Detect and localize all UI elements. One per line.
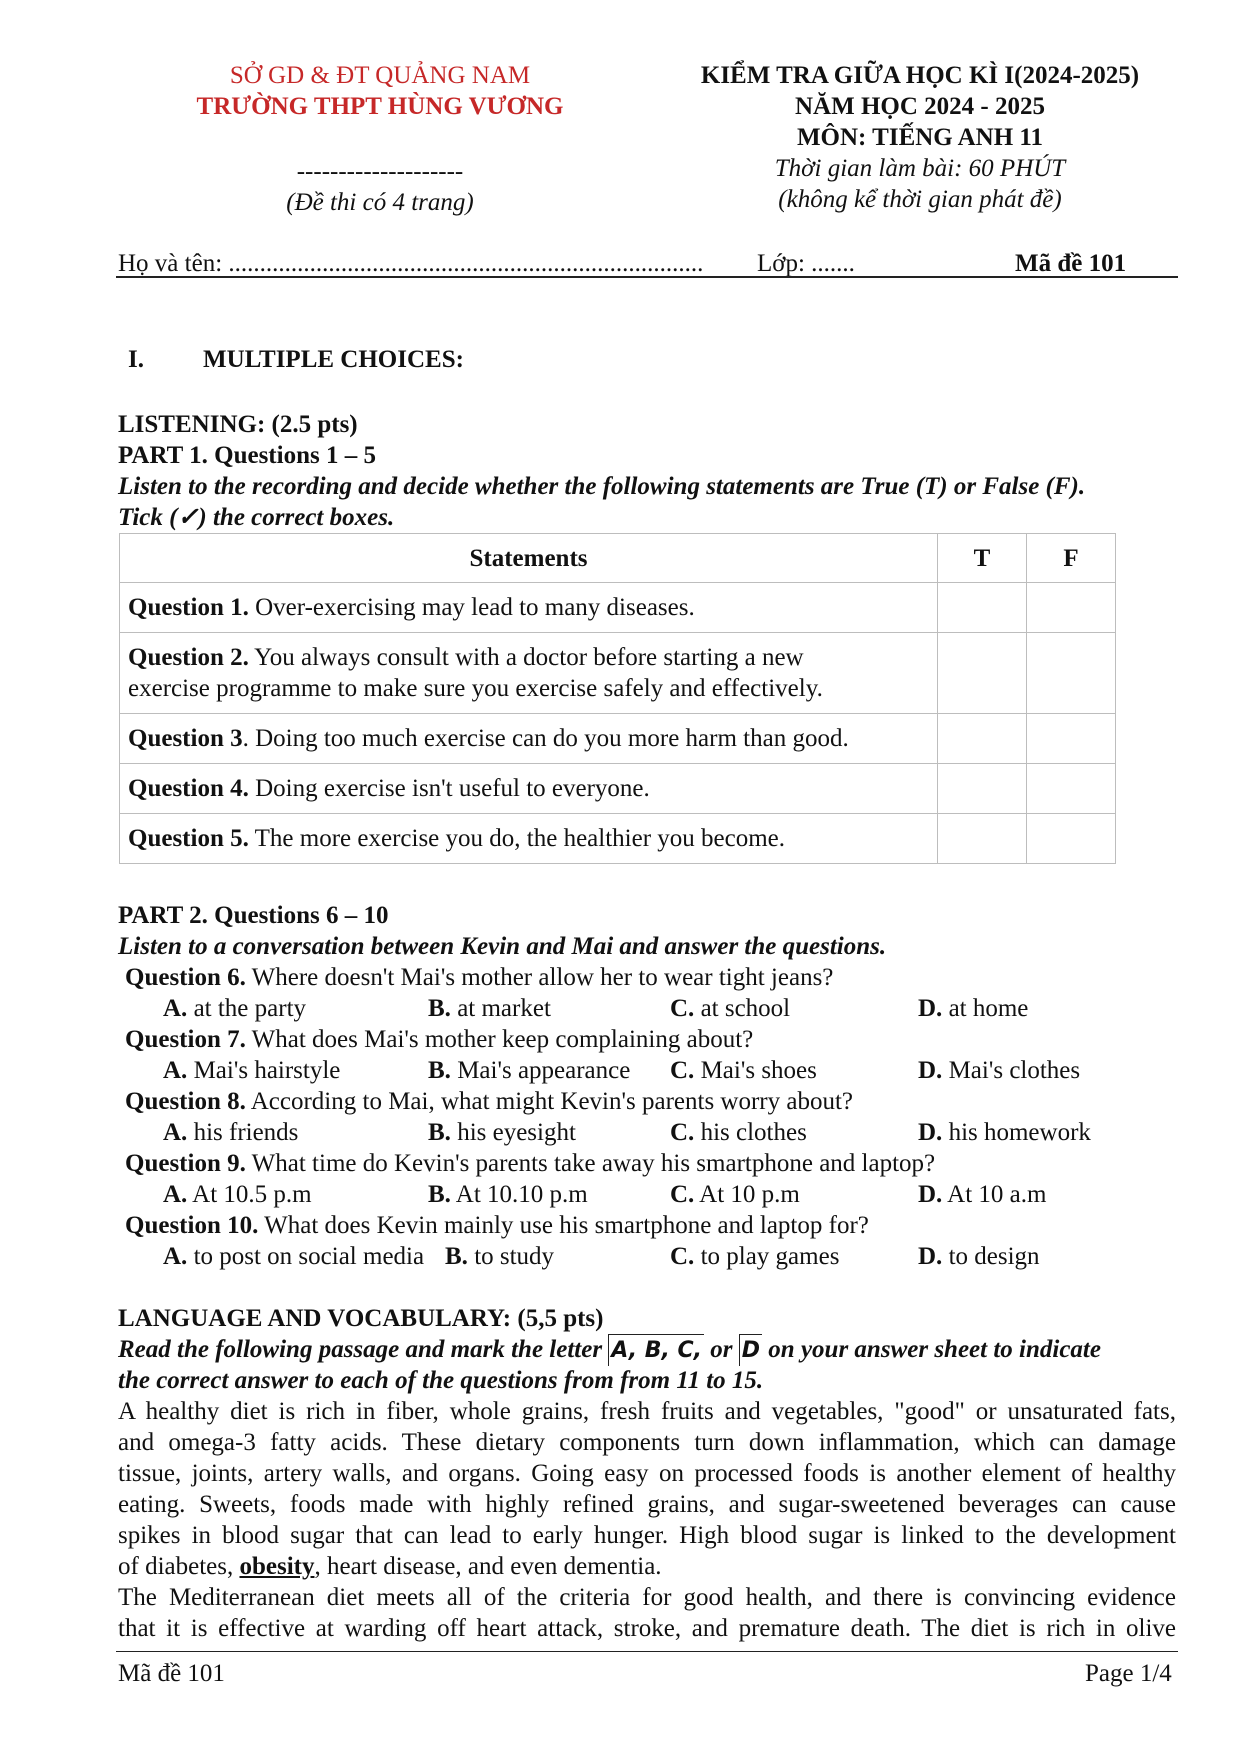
language-title: LANGUAGE AND VOCABULARY: (5,5 pts) bbox=[118, 1305, 604, 1332]
q7-option-c[interactable]: C. Mai's shoes bbox=[670, 1057, 817, 1084]
exam-code: Mã đề 101 bbox=[1015, 250, 1127, 277]
question-9: Question 9. What time do Kevin's parents take away his smartphone and laptop? bbox=[125, 1150, 936, 1177]
table-row bbox=[120, 583, 1116, 633]
underlined-word: obesity bbox=[239, 1553, 315, 1580]
true-checkbox-5[interactable] bbox=[938, 814, 1027, 864]
subject: MÔN: TIẾNG ANH 11 bbox=[796, 124, 1044, 151]
q6-option-c[interactable]: C. at school bbox=[670, 995, 791, 1022]
q10-option-c[interactable]: C. to play games bbox=[670, 1243, 840, 1270]
table-row bbox=[120, 633, 1116, 714]
question-text: Doing exercise isn't useful to everyone. bbox=[248, 775, 650, 802]
false-checkbox-1[interactable] bbox=[1027, 583, 1116, 633]
q10-option-a[interactable]: A. to post on social media bbox=[163, 1243, 425, 1270]
true-checkbox-4[interactable] bbox=[938, 764, 1027, 814]
col-statements: Statements bbox=[120, 534, 938, 583]
passage-line: spikes in blood sugar that can lead to early hunger. High blood sugar is linked to the development bbox=[118, 1522, 1176, 1549]
question-6: Question 6. Where doesn't Mai's mother allow her to wear tight jeans? bbox=[125, 964, 834, 991]
true-checkbox-1[interactable] bbox=[938, 583, 1027, 633]
q7-option-a[interactable]: A. Mai's hairstyle bbox=[163, 1057, 341, 1084]
passage-line: and omega-3 fatty acids. These dietary components turn down inflammation, which can damage bbox=[118, 1429, 1176, 1456]
page-count-note: (Đề thi có 4 trang) bbox=[286, 189, 474, 216]
statements-table bbox=[119, 533, 1116, 864]
school-year: NĂM HỌC 2024 - 2025 bbox=[795, 93, 1045, 120]
part1-instruction: Listen to the recording and decide whether the following statements are True (T) or False (F). bbox=[118, 473, 1086, 500]
part2-title: PART 2. Questions 6 – 10 bbox=[118, 902, 389, 929]
question-label: Question 1. bbox=[128, 594, 249, 621]
passage-line: tissue, joints, artery walls, and organs. Going easy on processed foods is another element of healthy bbox=[118, 1460, 1176, 1487]
table-row bbox=[120, 764, 1116, 814]
col-true: T bbox=[938, 534, 1027, 583]
footer-rule bbox=[116, 1651, 1178, 1652]
question-label: Question 3 bbox=[128, 725, 243, 752]
duration-note: (không kể thời gian phát đề) bbox=[778, 186, 1062, 213]
q7-option-b[interactable]: B. Mai's appearance bbox=[428, 1057, 631, 1084]
school-name: TRƯỜNG THPT HÙNG VƯƠNG bbox=[196, 93, 564, 120]
q9-option-a[interactable]: A. At 10.5 p.m bbox=[163, 1181, 312, 1208]
q7-option-d[interactable]: D. Mai's clothes bbox=[918, 1057, 1081, 1084]
passage-line: that it is effective at warding off heart attack, stroke, and premature death. The diet is rich in olive bbox=[118, 1615, 1176, 1642]
part2-instruction: Listen to a conversation between Kevin and Mai and answer the questions. bbox=[118, 933, 887, 960]
passage-line: A healthy diet is rich in fiber, whole grains, fresh fruits and vegetables, "good" or unsaturated fats, bbox=[118, 1398, 1176, 1425]
q8-option-a[interactable]: A. his friends bbox=[163, 1119, 299, 1146]
class-line: Lớp: ....... bbox=[757, 250, 855, 277]
col-false: F bbox=[1027, 534, 1116, 583]
q6-option-d[interactable]: D. at home bbox=[918, 995, 1029, 1022]
section-title: MULTIPLE CHOICES: bbox=[203, 346, 464, 373]
reading-instruction-2: the correct answer to each of the questions from from 11 to 15. bbox=[118, 1367, 764, 1394]
listening-title: LISTENING: (2.5 pts) bbox=[118, 411, 358, 438]
footer-page-number: Page 1/4 bbox=[1085, 1660, 1172, 1687]
false-checkbox-2[interactable] bbox=[1027, 633, 1116, 714]
q6-option-b[interactable]: B. at market bbox=[428, 995, 551, 1022]
duration: Thời gian làm bài: 60 PHÚT bbox=[774, 155, 1066, 182]
question-label: Question 5. bbox=[128, 825, 249, 852]
passage-line: The Mediterranean diet meets all of the criteria for good health, and there is convincing evidence bbox=[118, 1584, 1176, 1611]
q6-option-a[interactable]: A. at the party bbox=[163, 995, 307, 1022]
q8-option-b[interactable]: B. his eyesight bbox=[428, 1119, 576, 1146]
false-checkbox-4[interactable] bbox=[1027, 764, 1116, 814]
section-number: I. bbox=[128, 346, 144, 373]
false-checkbox-3[interactable] bbox=[1027, 714, 1116, 764]
exam-title: KIỂM TRA GIỮA HỌC KÌ I(2024-2025) bbox=[700, 62, 1140, 89]
table-row bbox=[120, 814, 1116, 864]
question-text: The more exercise you do, the healthier you become. bbox=[248, 825, 786, 852]
q10-option-d[interactable]: D. to design bbox=[918, 1243, 1040, 1270]
footer-exam-code: Mã đề 101 bbox=[118, 1660, 225, 1687]
question-7: Question 7. What does Mai's mother keep complaining about? bbox=[125, 1026, 754, 1053]
q9-option-b[interactable]: B. At 10.10 p.m bbox=[428, 1181, 588, 1208]
passage-line-last: of diabetes, obesity, heart disease, and even dementia. bbox=[118, 1553, 662, 1580]
student-name-line: Họ và tên: ............................................................................ bbox=[118, 250, 704, 277]
table-row bbox=[120, 714, 1116, 764]
question-text: . Doing too much exercise can do you more harm than good. bbox=[242, 725, 849, 752]
question-text: Over-exercising may lead to many diseases. bbox=[248, 594, 695, 621]
question-label: Question 2. bbox=[128, 644, 249, 671]
q9-option-c[interactable]: C. At 10 p.m bbox=[670, 1181, 800, 1208]
question-10: Question 10. What does Kevin mainly use his smartphone and laptop for? bbox=[125, 1212, 869, 1239]
header-dashes: -------------------- bbox=[296, 158, 464, 185]
question-label: Question 4. bbox=[128, 775, 249, 802]
part1-instruction-tick: Tick (✓) the correct boxes. bbox=[118, 504, 395, 531]
q9-option-d[interactable]: D. At 10 a.m bbox=[918, 1181, 1047, 1208]
passage-line: eating. Sweets, foods made with highly refined grains, and sugar-sweetened beverages can cause bbox=[118, 1491, 1176, 1518]
header-rule bbox=[116, 276, 1178, 278]
question-8: Question 8. According to Mai, what might Kevin's parents worry about? bbox=[125, 1088, 854, 1115]
reading-instruction: Read the following passage and mark the letter A, B, C, or D on your answer sheet to indicate bbox=[118, 1334, 1101, 1366]
false-checkbox-5[interactable] bbox=[1027, 814, 1116, 864]
question-text: You always consult with a doctor before starting a new exercise programme to make sure you exercise safely and effectively. bbox=[128, 644, 823, 702]
q10-option-b[interactable]: B. to study bbox=[445, 1243, 555, 1270]
q8-option-c[interactable]: C. his clothes bbox=[670, 1119, 807, 1146]
q8-option-d[interactable]: D. his homework bbox=[918, 1119, 1091, 1146]
true-checkbox-3[interactable] bbox=[938, 714, 1027, 764]
true-checkbox-2[interactable] bbox=[938, 633, 1027, 714]
department-name: SỞ GD & ĐT QUẢNG NAM bbox=[229, 62, 531, 89]
part1-title: PART 1. Questions 1 – 5 bbox=[118, 442, 376, 469]
